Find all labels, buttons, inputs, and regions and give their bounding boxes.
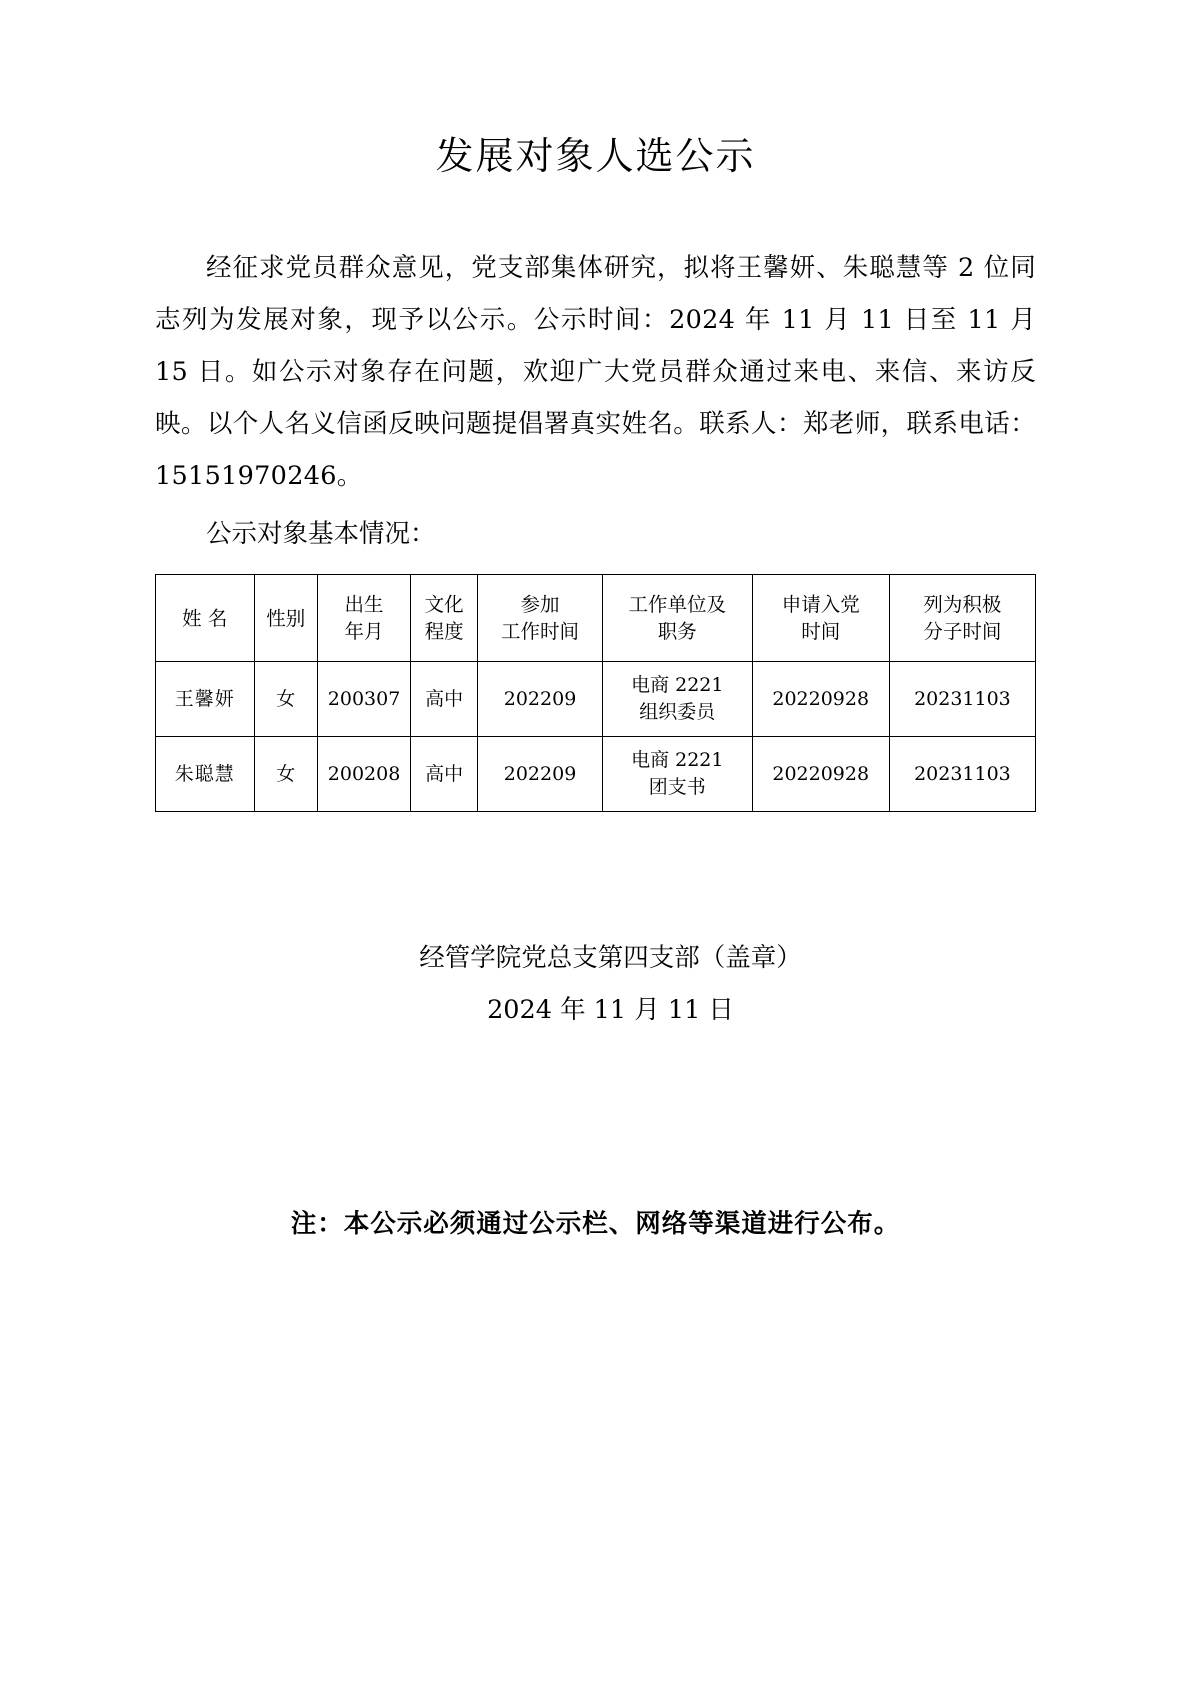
cell-unit-position: 电商 2221 团支书 [603, 737, 753, 812]
cell-apply-date: 20220928 [752, 737, 889, 812]
table-header-row [156, 575, 1036, 662]
column-header-unit-position: 工作单位及 职务 [603, 575, 753, 662]
column-header-name: 姓 名 [156, 575, 255, 662]
cell-gender: 女 [254, 662, 317, 737]
cell-birth: 200307 [317, 662, 410, 737]
footer-note: 注：本公示必须通过公示栏、网络等渠道进行公布。 [290, 1209, 901, 1239]
signature-date: 2024 年 11 月 11 日 [487, 995, 734, 1025]
table-row [156, 662, 1036, 737]
cell-work-start: 202209 [478, 737, 603, 812]
cell-birth: 200208 [317, 737, 410, 812]
cell-gender: 女 [254, 737, 317, 812]
cell-work-start: 202209 [478, 662, 603, 737]
announcement-paragraph: 经征求党员群众意见，党支部集体研究，拟将王馨妍、朱聪慧等 2 位同志列为发展对象，现予以公示。公示时间：2024 年 11 月 11 日至 11 月 15 日。如公示对象存在问题，欢迎广大党员群众通过来电、来信、来访反映。以个人名义信函反映问题提倡署真实姓名。联系人：郑老师，联系电话：15151970246。 [155, 253, 1036, 491]
table-row [156, 737, 1036, 812]
cell-activist-date: 20231103 [889, 737, 1035, 812]
announcement-body [155, 242, 1036, 502]
page-title: 发展对象人选公示 [435, 134, 756, 178]
column-header-birth: 出生 年月 [317, 575, 410, 662]
column-header-gender: 性别 [254, 575, 317, 662]
cell-apply-date: 20220928 [752, 662, 889, 737]
subject-info-lead: 公示对象基本情况： [206, 519, 436, 549]
cell-education: 高中 [411, 737, 478, 812]
signature-organization: 经管学院党总支第四支部（盖章） [419, 943, 802, 973]
cell-name: 王馨妍 [156, 662, 255, 737]
column-header-apply-date: 申请入党 时间 [752, 575, 889, 662]
column-header-work-start: 参加 工作时间 [478, 575, 603, 662]
column-header-activist-date: 列为积极 分子时间 [889, 575, 1035, 662]
cell-unit-position: 电商 2221 组织委员 [603, 662, 753, 737]
column-header-education: 文化 程度 [411, 575, 478, 662]
signature-block [155, 932, 1036, 1036]
subject-info-table [155, 574, 1036, 812]
cell-education: 高中 [411, 662, 478, 737]
cell-name: 朱聪慧 [156, 737, 255, 812]
cell-activist-date: 20231103 [889, 662, 1035, 737]
